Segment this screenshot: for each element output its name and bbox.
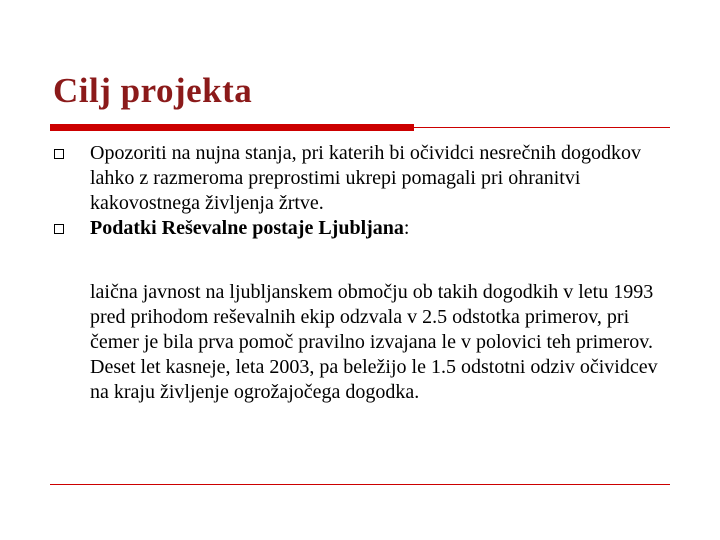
title-underline-thick bbox=[50, 124, 414, 131]
hollow-square-bullet-icon bbox=[54, 224, 64, 234]
bullet-item bbox=[52, 141, 672, 216]
bullet-bold-text: Podatki Reševalne postaje Ljubljana bbox=[90, 217, 404, 239]
bullet-text: Opozoriti na nujna stanja, pri katerih bi očividci nesrečnih dogodkov lahko z razmeroma preprostimi ukrepi pomagali pri ohranitvi kakovostnega življenja žrtve. bbox=[90, 142, 641, 214]
footer-divider bbox=[50, 484, 670, 485]
title-underline-thin bbox=[414, 127, 670, 128]
bullet-suffix: : bbox=[403, 217, 410, 239]
continuation-paragraph: laična javnost na ljubljanskem območju ob takih dogodkih v letu 1993 pred prihodom reševalnih ekip odzvala v 2.5 odstotka primerov, pri čemer je bila prva pomoč pravilno izvajana le v polovici teh primerov. Deset let kasneje, leta 2003, pa beležijo le 1.5 odstotni odziv očividcev na kraju življenje ogrožajočega dogodka. bbox=[90, 281, 658, 403]
hollow-square-bullet-icon bbox=[54, 149, 64, 159]
slide-title: Cilj projekta bbox=[53, 71, 253, 110]
bullet-item bbox=[52, 216, 672, 241]
bullet-list bbox=[52, 141, 672, 241]
bullet-text bbox=[90, 216, 665, 241]
